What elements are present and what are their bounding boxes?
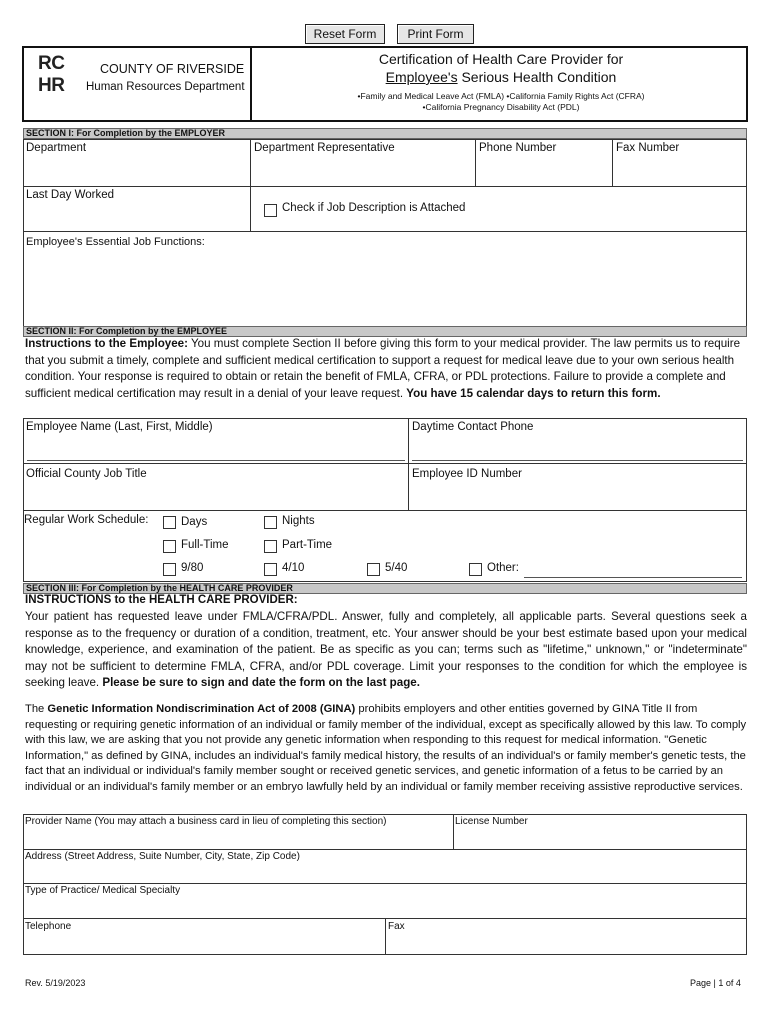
full-time-checkbox[interactable]: [163, 540, 176, 553]
schedule-410-checkbox[interactable]: [264, 563, 277, 576]
phone-field[interactable]: Phone Number: [475, 139, 613, 187]
page-number: Page | 1 of 4: [690, 978, 741, 988]
print-form-button[interactable]: Print Form: [397, 24, 474, 44]
nights-checkbox[interactable]: [264, 516, 277, 529]
other-schedule-checkbox[interactable]: [469, 563, 482, 576]
employee-instructions: Instructions to the Employee: You must complete Section II before giving this form to your medical provider. The law permits us to require that you submit a timely, complete and sufficient medical certification to support a request for medical leave due to your own serious health condition. Your response is required to obtain or retain the benefit of FMLA, CFRA, or PDL protections. Failure to provide a complete and sufficient medical certification may result in a denial of your leave request. You have 15 calendar days to return this form.: [25, 337, 741, 400]
schedule-540-checkbox[interactable]: [367, 563, 380, 576]
last-day-worked-field[interactable]: Last Day Worked: [23, 186, 251, 232]
employee-name-field[interactable]: Employee Name (Last, First, Middle): [23, 418, 409, 464]
days-checkbox[interactable]: [163, 516, 176, 529]
schedule-980-checkbox[interactable]: [163, 563, 176, 576]
job-title-field[interactable]: Official County Job Title: [23, 463, 409, 511]
provider-instructions-heading: INSTRUCTIONS to the HEALTH CARE PROVIDER:: [25, 594, 298, 606]
provider-fax-field[interactable]: Fax: [385, 918, 747, 955]
revision-date: Rev. 5/19/2023: [25, 978, 86, 988]
part-time-checkbox[interactable]: [264, 540, 277, 553]
job-desc-area: Check if Job Description is Attached: [250, 186, 747, 232]
form-header: [22, 46, 748, 122]
work-schedule-area: Regular Work Schedule: Days Nights Full-Time Part-Time 9/80 4/10 5/40 Other:: [23, 510, 747, 582]
rchr-logo: RC HR: [38, 53, 65, 96]
employee-id-field[interactable]: Employee ID Number: [408, 463, 747, 511]
hr-department: Human Resources Department: [86, 81, 245, 93]
practice-type-field[interactable]: Type of Practice/ Medical Specialty: [23, 883, 747, 919]
provider-name-field[interactable]: Provider Name (You may attach a business card in lieu of completing this section): [23, 814, 454, 850]
license-number-field[interactable]: License Number: [453, 814, 747, 850]
daytime-phone-field[interactable]: Daytime Contact Phone: [408, 418, 747, 464]
dept-rep-field[interactable]: Department Representative: [250, 139, 476, 187]
county-name: COUNTY OF RIVERSIDE: [100, 62, 245, 76]
acts-line1: •Family and Medical Leave Act (FMLA) •California Family Rights Act (CFRA): [357, 91, 645, 101]
provider-instructions: Your patient has requested leave under FMLA/CFRA/PDL. Answer, fully and completely, all applicable parts. Several questions seek a response as to the frequency or duration of a condition, treatment, etc. Your answer should be your best estimate based upon your medical knowledge, experience, and examination of the patient. Be as specific as you can; terms such as "lifetime," unknown," or "indeterminate" may not be sufficient to determine FMLA, CFRA, and/or PDL coverage. Limit your responses to the condition for which the employee is seeking leave. Please be sure to sign and date the form on the last page.: [25, 610, 747, 689]
essential-functions-field[interactable]: Employee's Essential Job Functions:: [23, 231, 747, 327]
form-title-line2: Employee's Serious Health Condition: [385, 69, 617, 85]
address-field[interactable]: Address (Street Address, Suite Number, City, State, Zip Code): [23, 849, 747, 884]
fax-field[interactable]: Fax Number: [612, 139, 747, 187]
department-field[interactable]: Department: [23, 139, 251, 187]
job-desc-checkbox[interactable]: [264, 204, 277, 217]
form-title-line1: Certification of Health Care Provider for: [378, 51, 624, 67]
gina-notice: The Genetic Information Nondiscrimination Act of 2008 (GINA) prohibits employers and other entities governed by GINA Title II from requesting or requiring genetic information of an individual or family member of the individual, except as specifically allowed by this law. To comply with this law, we are asking that you not provide any genetic information when responding to this request for medical information. "Genetic Information," as defined by GINA, includes an individual's family medical history, the results of an individual's or family member's genetic tests, the fact that an individual or individual's family member sought or received genetic services, and genetic information of a fetus to be carried by an individual or an individual's family member or an embryo lawfully held by an individual or family member receiving assistive reproductive services.: [25, 703, 747, 793]
acts-line2: •California Pregnancy Disability Act (PDL): [422, 102, 580, 112]
section1-bar: SECTION I: For Completion by the EMPLOYER: [23, 128, 747, 139]
reset-form-button[interactable]: Reset Form: [305, 24, 385, 44]
section2-bar: SECTION II: For Completion by the EMPLOYEE: [23, 326, 747, 337]
telephone-field[interactable]: Telephone: [23, 918, 386, 955]
header-org-block: [24, 48, 252, 120]
section3-bar: SECTION III: For Completion by the HEALTH CARE PROVIDER: [23, 583, 747, 594]
